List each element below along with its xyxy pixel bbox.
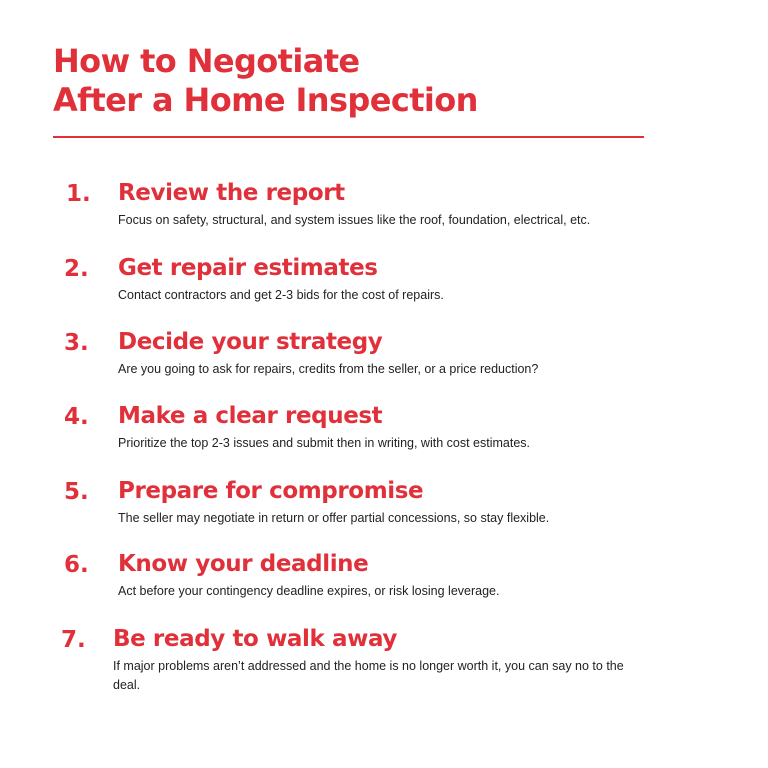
step-number: 2.	[64, 256, 89, 282]
step-item-2	[0, 255, 768, 315]
page-title	[53, 42, 478, 120]
step-heading: Know your deadline	[118, 551, 369, 577]
step-description: Contact contractors and get 2-3 bids for the cost of repairs.	[118, 288, 444, 302]
step-description: Prioritize the top 2-3 issues and submit then in writing, with cost estimates.	[118, 436, 530, 450]
step-number: 6.	[64, 552, 89, 578]
step-number: 7.	[61, 627, 86, 653]
step-number: 1.	[66, 181, 91, 207]
step-number: 3.	[64, 330, 89, 356]
step-heading: Make a clear request	[118, 403, 383, 429]
step-heading: Get repair estimates	[118, 255, 378, 281]
step-item-7	[0, 626, 768, 692]
step-description: Are you going to ask for repairs, credits from the seller, or a price reduction?	[118, 362, 539, 376]
step-item-4	[0, 403, 768, 463]
title-line-1: How to Negotiate	[53, 42, 360, 80]
title-line-2: After a Home Inspection	[53, 81, 478, 119]
step-description: Act before your contingency deadline expires, or risk losing leverage.	[118, 584, 500, 598]
step-heading: Review the report	[118, 180, 345, 206]
step-description: The seller may negotiate in return or offer partial concessions, so stay flexible.	[118, 511, 550, 525]
step-item-1	[0, 180, 768, 240]
step-item-5	[0, 478, 768, 538]
step-heading: Decide your strategy	[118, 329, 383, 355]
step-description: If major problems aren’t addressed and the home is no longer worth it, you can say no to the deal.	[113, 659, 624, 692]
step-heading: Prepare for compromise	[118, 478, 424, 504]
step-number: 4.	[64, 404, 89, 430]
step-item-6	[0, 551, 768, 611]
title-divider	[53, 136, 644, 138]
step-number: 5.	[64, 479, 89, 505]
step-description: Focus on safety, structural, and system issues like the roof, foundation, electrical, etc.	[118, 213, 591, 227]
step-heading: Be ready to walk away	[113, 626, 397, 652]
step-item-3	[0, 329, 768, 389]
